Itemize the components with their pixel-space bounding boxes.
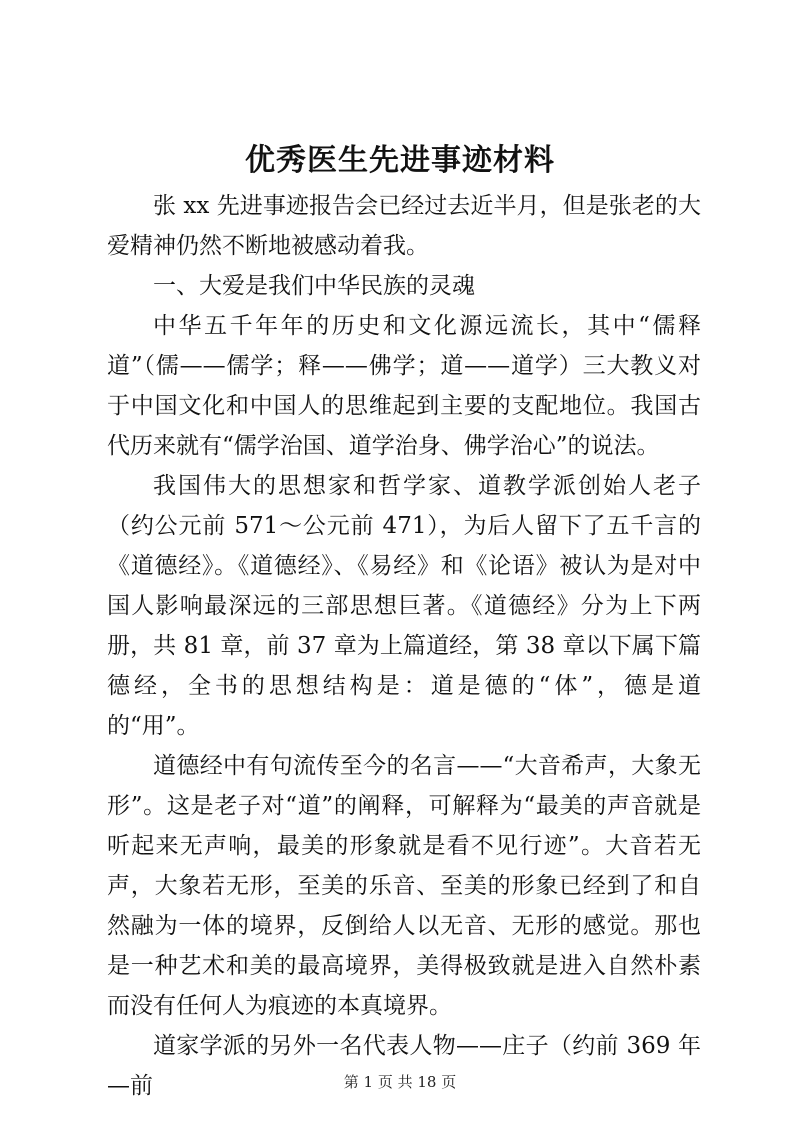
paragraph-zhuangzi: 道家学派的另外一名代表人物——庄子（约前 369 年—前 xyxy=(107,1033,701,1099)
document-body xyxy=(107,186,701,1106)
paragraph-laozi-daodejing: 我国伟大的思想家和哲学家、道教学派创始人老子（约公元前 571～公元前 471），为后人留下了五千言的《道德经》。《道德经》、《易经》和《论语》被认为是对中国人影响最深远的三部思想巨著。《道德经》分为上下两册，共 81 章，前 37 章为上篇道经，第 38 章以下属下篇德经，全书的思想结构是：道是德的“体”，德是道的“用”。 xyxy=(107,473,701,739)
page-footer: 第 1 页 共 18 页 xyxy=(343,1073,457,1091)
section-heading: 一、大爱是我们中华民族的灵魂 xyxy=(153,273,475,299)
paragraph-intro: 张 xx 先进事迹报告会已经过去近半月，但是张老的大爱精神仍然不断地被感动着我。 xyxy=(107,193,701,259)
document-title: 优秀医生先进事迹材料 xyxy=(245,143,555,178)
paragraph-confucian-buddhist-taoist: 中华五千年年的历史和文化源远流长，其中“儒释道”（儒——儒学；释——佛学；道——道学）三大教义对于中国文化和中国人的思维起到主要的支配地位。我国古代历来就有“儒学治国、道学治身、佛学治心”的说法。 xyxy=(107,313,701,459)
paragraph-great-sound: 道德经中有句流传至今的名言——“大音希声，大象无形”。这是老子对“道”的阐释，可解释为“最美的声音就是听起来无声响，最美的形象就是看不见行迹”。大音若无声，大象若无形，至美的乐音、至美的形象已经到了和自然融为一体的境界，反倒给人以无音、无形的感觉。那也是一种艺术和美的最高境界，美得极致就是进入自然朴素而没有任何人为痕迹的本真境界。 xyxy=(107,753,701,1019)
